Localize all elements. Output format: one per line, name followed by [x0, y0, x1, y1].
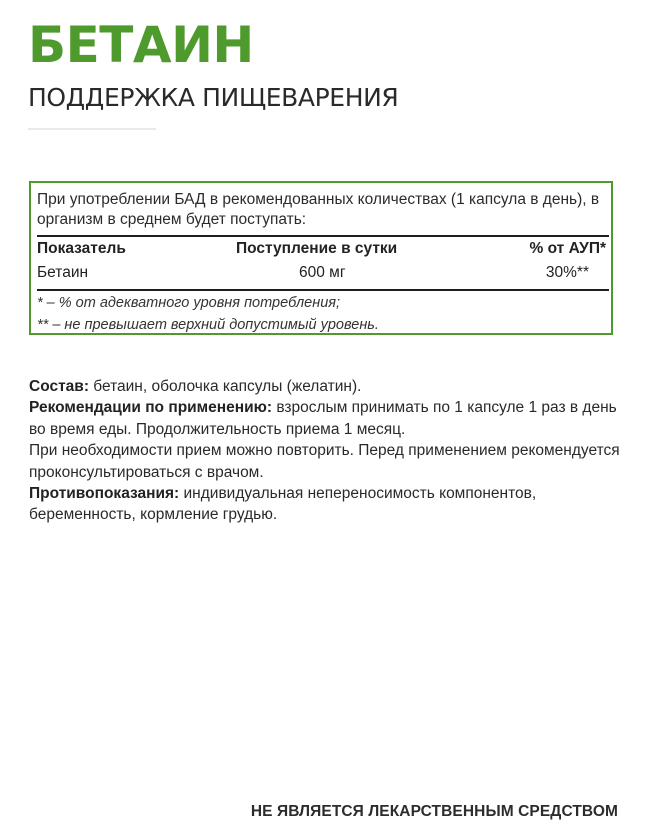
table-row-amount: 600 мг — [299, 264, 346, 281]
product-subtitle: ПОДДЕРЖКА ПИЩЕВАРЕНИЯ — [28, 83, 399, 112]
usage-text: взрослым принимать по 1 капсуле 1 раз в день во время еды. Продолжительность приема 1 месяц. — [29, 399, 617, 438]
table-header-divider — [37, 235, 609, 237]
product-title: БЕТАИН — [28, 16, 254, 74]
contraindications-paragraph — [29, 483, 629, 526]
column-header-daily-intake: Поступление в сутки — [236, 240, 398, 257]
repeat-paragraph: При необходимости прием можно повторить. Перед применением рекомендуется проконсультироваться с врачом. — [29, 442, 620, 481]
usage-paragraph — [29, 397, 629, 440]
contraindications-label: Противопоказания: — [29, 485, 180, 503]
nutrition-info-box — [29, 181, 613, 335]
nutrition-intro-text: При употреблении БАД в рекомендованных количествах (1 капсула в день), в организм в среднем будет поступать: — [37, 191, 600, 228]
footnote-adequate-level: * – % от адекватного уровня потребления; — [37, 295, 341, 311]
composition-text: бетаин, оболочка капсулы (желатин). — [88, 378, 362, 395]
column-header-indicator: Показатель — [37, 240, 126, 257]
contraindications-text: индивидуальная непереносимость компонентов, беременность, кормление грудью. — [29, 485, 537, 524]
table-footer-divider — [37, 289, 609, 291]
composition-paragraph — [29, 376, 629, 397]
not-a-medicine-disclaimer: НЕ ЯВЛЯЕТСЯ ЛЕКАРСТВЕННЫМ СРЕДСТВОМ — [250, 803, 618, 820]
usage-label: Рекомендации по применению: — [29, 399, 273, 417]
composition-label: Состав: — [29, 378, 89, 395]
table-row-name: Бетаин — [37, 264, 89, 281]
column-header-percent: % от АУП* — [529, 240, 606, 257]
footnote-upper-limit: ** – не превышает верхний допустимый уровень. — [37, 317, 379, 333]
product-description — [29, 376, 629, 526]
table-row-percent: 30%** — [545, 264, 589, 281]
title-underline — [28, 128, 156, 130]
